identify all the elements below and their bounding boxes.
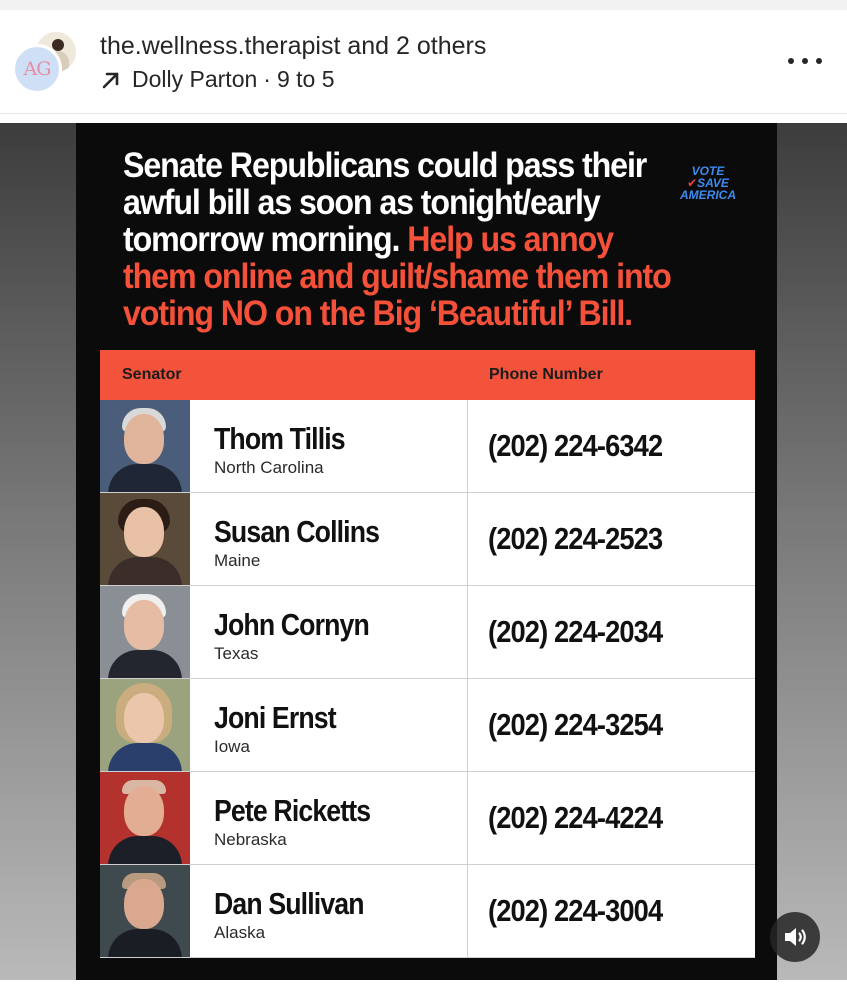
sound-toggle-button[interactable] <box>770 912 820 962</box>
table-row <box>100 586 755 679</box>
audio-track: 9 to 5 <box>276 66 335 92</box>
senator-photo <box>100 679 190 771</box>
senator-phone: (202) 224-3254 <box>488 707 663 742</box>
logo-line-2: ✔SAVE <box>687 176 729 190</box>
senator-state: Nebraska <box>214 830 287 849</box>
speaker-icon <box>782 925 808 949</box>
post-header <box>0 10 847 114</box>
senator-phone: (202) 224-6342 <box>488 428 663 463</box>
phone-cell <box>468 493 755 585</box>
account-name-link[interactable]: the.wellness.therapist <box>100 32 341 60</box>
senator-name: John Cornyn <box>214 607 369 642</box>
phone-cell <box>468 679 755 771</box>
table-row <box>100 493 755 586</box>
senator-photo <box>100 865 190 957</box>
headline <box>123 147 675 332</box>
senator-state: Texas <box>214 644 259 663</box>
senator-name: Thom Tillis <box>214 421 345 456</box>
audio-artist: Dolly Parton <box>132 66 258 92</box>
senator-name: Joni Ernst <box>214 700 336 735</box>
avatar-stack[interactable] <box>12 30 78 102</box>
senator-photo <box>100 586 190 678</box>
senator-state: North Carolina <box>214 458 324 477</box>
phone-cell <box>468 400 755 492</box>
name-cell <box>190 865 468 957</box>
headline-red: Help us annoy them online and guilt/shame them into voting NO on the Big ‘Beautiful’ Bill. <box>123 220 671 333</box>
name-cell <box>190 586 468 678</box>
audio-separator: · <box>263 66 271 92</box>
senator-photo <box>100 772 190 864</box>
senator-phone: (202) 224-4224 <box>488 800 663 835</box>
post-media[interactable] <box>0 123 847 980</box>
table-row <box>100 772 755 865</box>
table-row <box>100 679 755 772</box>
arrow-up-right-icon <box>100 69 122 91</box>
table-header <box>100 350 755 400</box>
senator-name: Dan Sullivan <box>214 886 364 921</box>
collaborators-link[interactable]: and 2 others <box>347 32 487 60</box>
table-row <box>100 865 755 958</box>
table-row <box>100 400 755 493</box>
avatar[interactable] <box>12 44 62 94</box>
senator-phone: (202) 224-3004 <box>488 893 663 928</box>
logo-line-1: VOTE <box>691 164 725 178</box>
name-cell <box>190 493 468 585</box>
header-phone: Phone Number <box>489 366 603 383</box>
bottom-strip <box>0 980 847 1000</box>
more-horizontal-icon[interactable] <box>788 54 822 68</box>
senator-phone: (202) 224-2034 <box>488 614 663 649</box>
account-line <box>100 32 486 61</box>
name-cell <box>190 400 468 492</box>
phone-cell <box>468 586 755 678</box>
senator-state: Iowa <box>214 737 250 756</box>
name-cell <box>190 772 468 864</box>
graphic-card <box>76 123 777 980</box>
vote-save-america-logo <box>680 165 736 201</box>
headline-white: Senate Republicans could pass their awful bill as soon as tonight/early tomorrow morning. <box>123 146 647 259</box>
header-senator: Senator <box>122 366 182 383</box>
top-strip <box>0 0 847 10</box>
senator-name: Pete Ricketts <box>214 793 371 828</box>
audio-attribution[interactable] <box>100 66 335 93</box>
logo-line-3: AMERICA <box>680 188 736 202</box>
senator-name: Susan Collins <box>214 514 380 549</box>
senator-photo <box>100 400 190 492</box>
name-cell <box>190 679 468 771</box>
phone-cell <box>468 772 755 864</box>
senator-state: Maine <box>214 551 261 570</box>
senator-photo <box>100 493 190 585</box>
senator-state: Alaska <box>214 923 266 942</box>
senator-phone: (202) 224-2523 <box>488 521 663 556</box>
phone-cell <box>468 865 755 957</box>
avatar-monogram: AG <box>23 58 51 80</box>
